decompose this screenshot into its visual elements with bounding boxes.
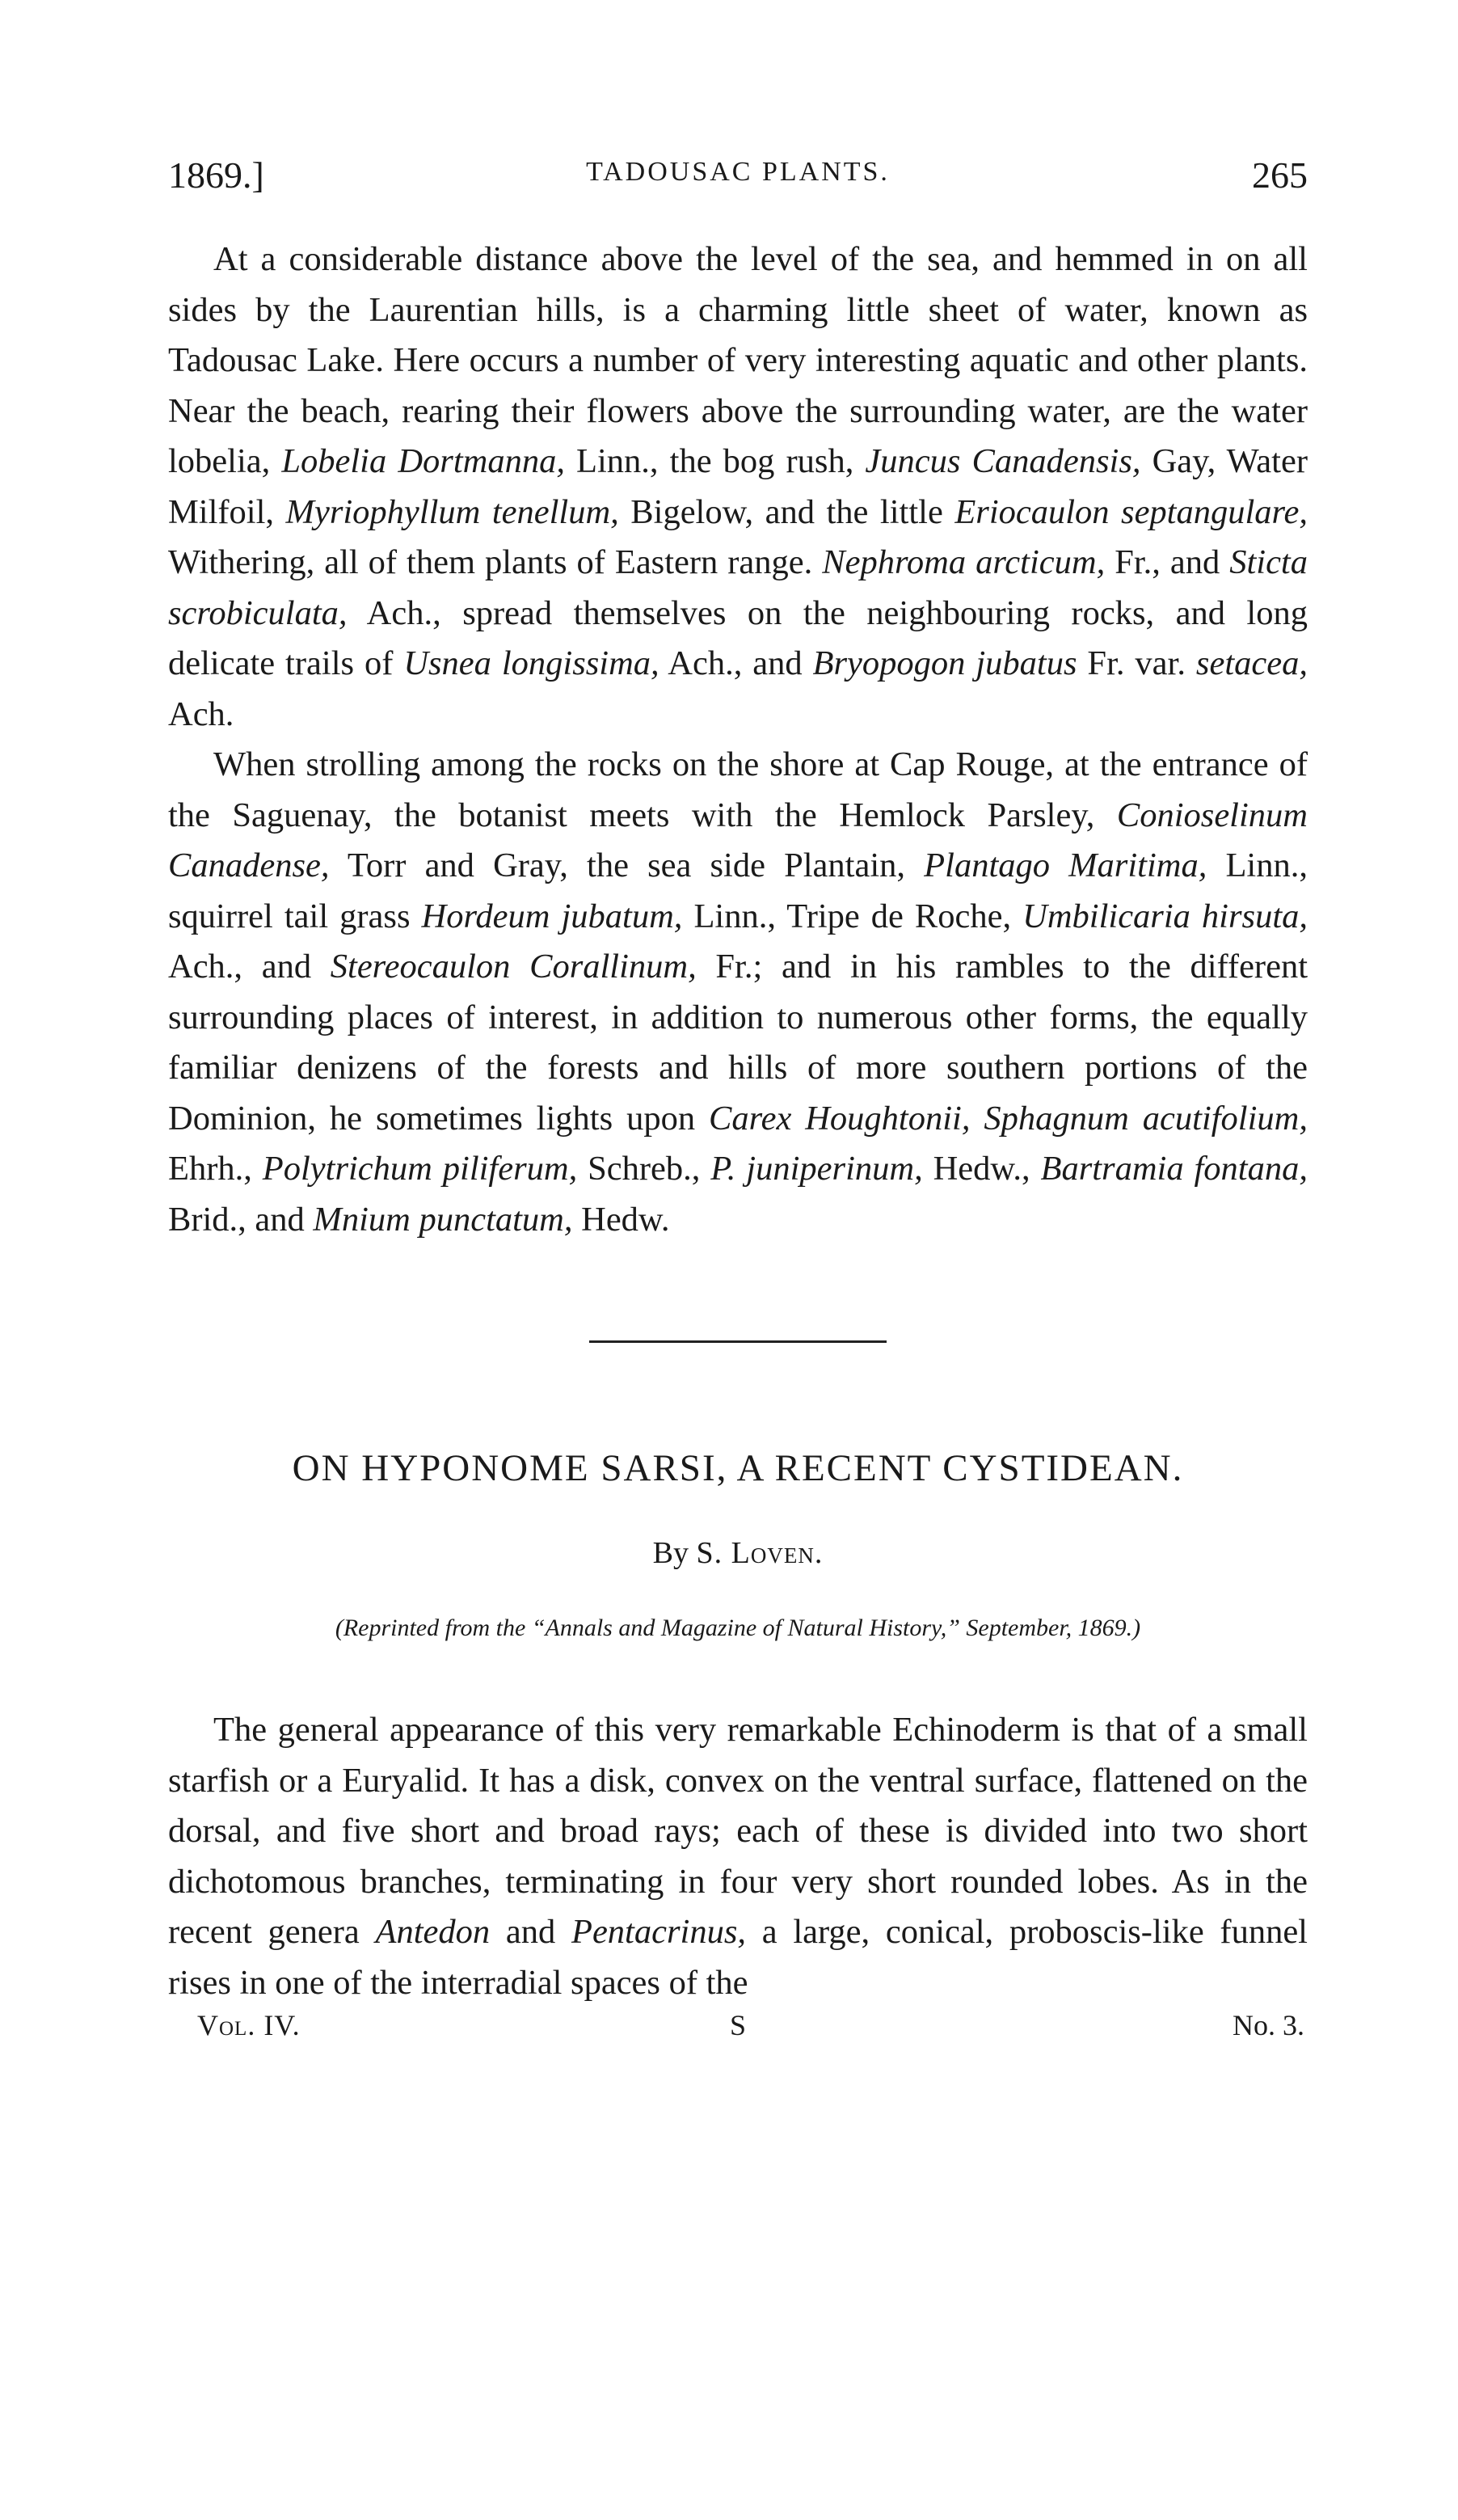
italic-term: Umbilicaria hirsuta, <box>1022 897 1308 935</box>
italic-term: Lobelia Dortmanna, <box>281 442 565 480</box>
italic-term: setacea, <box>1195 644 1308 682</box>
header-title: TADOUSAC PLANTS. <box>586 157 890 187</box>
article-title: ON HYPONOME SARSI, A RECENT CYSTIDEAN. <box>292 1447 1184 1489</box>
footer-signature: S <box>729 2009 747 2041</box>
italic-term: Mnium punctatum, <box>313 1200 573 1239</box>
page-number: 265 <box>1252 154 1308 196</box>
page <box>168 146 1308 2057</box>
running-head <box>168 146 1308 210</box>
italic-term: Myriophyllum tenellum, <box>285 492 619 531</box>
italic-term: Conioselinum Canadense, <box>168 796 1308 884</box>
section-divider <box>589 1340 887 1343</box>
italic-term: Usnea longissima, <box>403 644 659 682</box>
paragraph-cap-rouge: When strolling among the rocks on the shore at Cap Rouge, at the entrance of the Saguenay, the botanist meets with the Hemlock Parsley, Conioselinum Canadense, Torr and Gray, the sea side Plantain, Plantago Maritima, Linn., squirrel tail grass Hordeum jubatum, Linn., Tripe de Roche, Umbilicaria hirsuta, Ach., and Stereocaulon Corallinum, Fr.; and in his rambles to the different surrounding places of interest, in addition to numerous other forms, the equally familiar denizens of the forests and hills of more southern portions of the Dominion, he sometimes lights upon Carex Houghtonii, Sphagnum acutifolium, Ehrh., Polytrichum piliferum, Schreb., P. juniperinum, Hedw., Bartramia fontana, Brid., and Mnium punctatum, Hedw. <box>168 745 1308 1239</box>
italic-term: Nephroma arcticum, <box>822 543 1106 581</box>
footer-number: No. 3. <box>1233 2009 1304 2041</box>
italic-term: Carex Houghtonii, Sphagnum acutifolium, <box>709 1099 1308 1138</box>
footer-volume: Vol. IV. <box>197 2009 301 2041</box>
page-footer <box>168 2008 1308 2057</box>
italic-term: Eriocaulon septangulare, <box>954 492 1308 531</box>
italic-term: Antedon <box>375 1913 491 1951</box>
italic-term: Hordeum jubatum, <box>421 897 683 935</box>
italic-term: Bryopogon jubatus <box>812 644 1077 682</box>
italic-term: Polytrichum piliferum, <box>262 1150 578 1188</box>
italic-term: Stereocaulon Corallinum, <box>330 948 697 986</box>
italic-term: P. juniperinum, <box>710 1150 923 1188</box>
italic-term: Juncus Canadensis, <box>865 442 1141 480</box>
italic-term: Plantago Maritima, <box>924 846 1207 884</box>
italic-term: Pentacrinus, <box>571 1913 746 1951</box>
byline-author: S. Loven. <box>696 1536 824 1570</box>
reprint-note: (Reprinted from the “Annals and Magazine of Natural History,” September, 1869.) <box>335 1615 1141 1641</box>
paragraph-tadousac-lake: At a considerable distance above the level of the sea, and hemmed in on all sides by the Laurentian hills, is a charming little sheet of water, known as Tadousac Lake. Here occurs a number of very interesting aquatic and other plants. Near the beach, rearing their flowers above the surrounding water, are the water lobelia, Lobelia Dortmanna, Linn., the bog rush, Juncus Canadensis, Gay, Water Milfoil, Myriophyllum tenellum, Bigelow, and the little Eriocaulon septangulare, Withering, all of them plants of Eastern range. Nephroma arcticum, Fr., and Sticta scrobiculata, Ach., spread themselves on the neighbouring rocks, and long delicate trails of Usnea longissima, Ach., and Bryopogon jubatus Fr. var. setacea, Ach. <box>168 240 1308 733</box>
italic-term: Sticta scrobiculata, <box>168 543 1308 632</box>
italic-term: Bartramia fontana, <box>1040 1150 1308 1188</box>
byline <box>168 1535 1308 1571</box>
header-year: 1869.] <box>168 154 264 196</box>
byline-prefix: By <box>652 1536 697 1570</box>
paragraph-echinoderm: The general appearance of this very remarkable Echinoderm is that of a small starfish or a Euryalid. It has a disk, convex on the ventral surface, flattened on the dorsal, and five short and broad rays; each of these is divided into two short dichotomous branches, terminating in four very short rounded lobes. As in the recent genera Antedon and Pentacrinus, a large, conical, proboscis-like funnel rises in one of the interradial spaces of the <box>168 1711 1308 2002</box>
